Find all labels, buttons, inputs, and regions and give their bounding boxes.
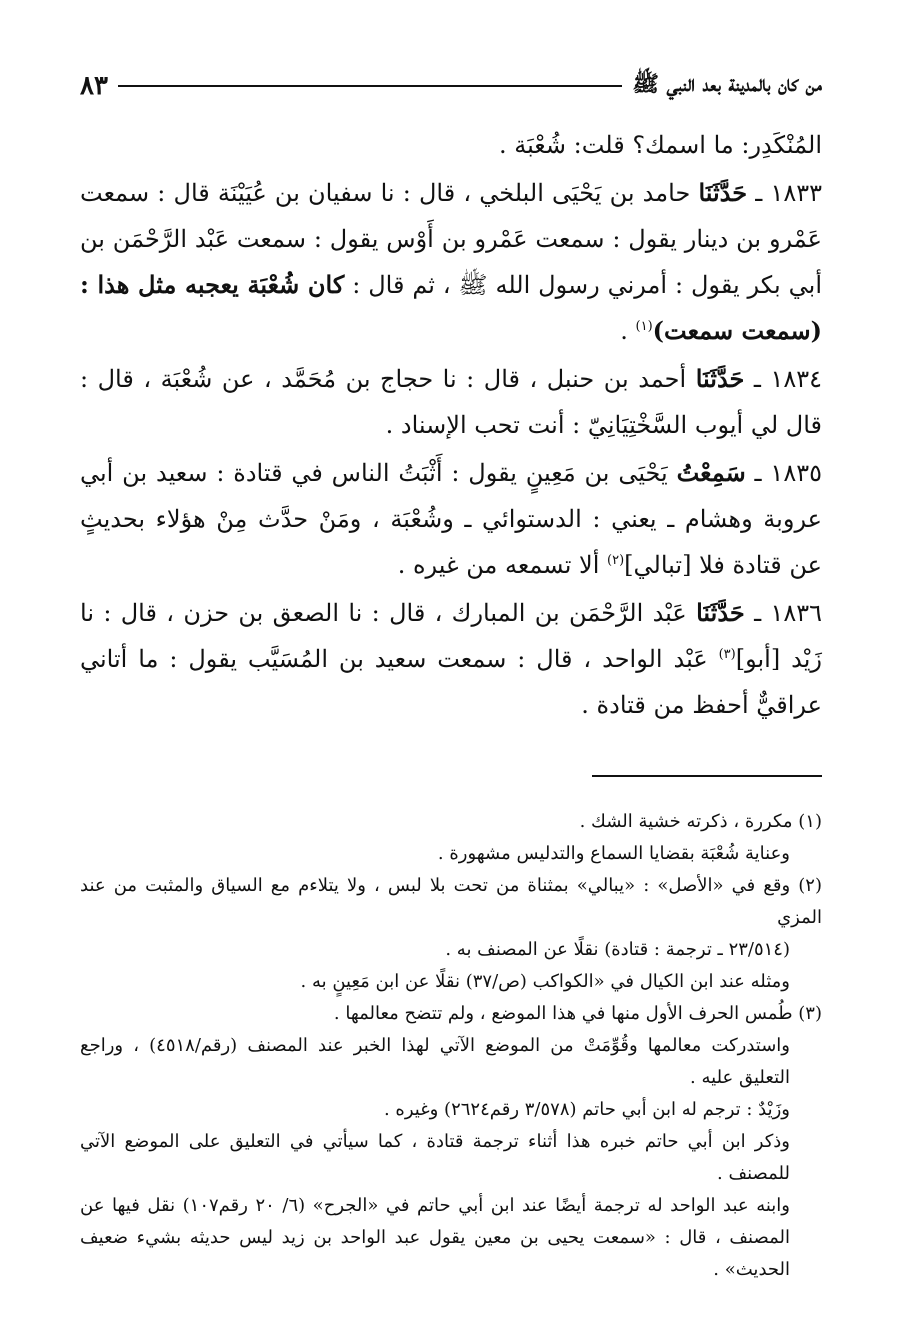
footnote-3-line-2: واستدركت معالمها وقُوِّمَتْ من الموضع الآتي لهذا الخبر عند المصنف (رقم/٤٥١٨) ، وراجع التعليق عليه . (80, 1035, 790, 1088)
footnote-marker: (٢) (607, 553, 625, 568)
hadith-number: ١٨٣٥ (770, 459, 822, 487)
page-number: ٨٣ (80, 71, 108, 101)
hadith-end: . (620, 317, 628, 345)
hadith-lead-word: سَمِعْتُ (676, 458, 746, 487)
footnote-2-line-2: (٢٣/٥١٤ ـ ترجمة : قتادة) نقلًا عن المصنف به . (445, 939, 790, 960)
hadith-text: أحمد بن حنبل ، قال : نا حجاج بن مُحَمَّد ، عن شُعْبَة ، قال : قال لي أيوب السَّخْتِيَانِيّ : أنت تحب الإسناد . (80, 365, 822, 439)
hadith-1835: ١٨٣٥ ـ سَمِعْتُ يَحْيَى بن مَعِينٍ يقول : أَثْبَتُ الناس في قتادة : سعيد بن أبي عروبة وهشام ـ يعني : الدستوائي ـ وشُعْبَة ، ومَنْ حدَّث مِنْ هؤلاء بحديثٍ عن قتادة فلا [تبالي]$^{(٢)}$ ألا تسمعه من غيره . (80, 458, 822, 579)
footnote-3: (٣) طُمس الحرف الأول منها في هذا الموضع ، ولم تتضح معالمها . (333, 1003, 822, 1024)
header-rule (118, 85, 622, 87)
footnote-2: (٢) وقع في «الأصل» : «يبالي» بمثناة من تحت بلا لبس ، ولا يتلاءم مع السياق والمثبت من عند المزي (80, 875, 822, 928)
footnote-1-continued: وعناية شُعْبَة بقضايا السماع والتدليس مشهورة . (437, 843, 790, 864)
footnote-3-line-5: وابنه عبد الواحد له ترجمة أيضًا عند ابن أبي حاتم في «الجرح» (٦/ ٢٠ رقم١٠٧) نقل فيها عن المصنف ، قال : «سمعت يحيى بن معين يقول عبد الواحد بن زيد ليس حديثه بشيء ضعيف الحديث» . (80, 1195, 790, 1280)
hadith-lead-word: حَدَّثَنَا (695, 364, 745, 393)
main-text (80, 122, 822, 730)
footnote-3-line-3: وزَيْدٌ : ترجم له ابن أبي حاتم (٣/٥٧٨ رقم٢٦٢٤) وغيره . (383, 1099, 790, 1120)
hadith-bold-text: كان شُعْبَة يعجبه مثل هذا : (سمعت سمعت) (80, 270, 822, 345)
hadith-text: عَبْد الرَّحْمَن بن المبارك ، قال : نا الصعق بن حزن ، قال : نا زَيْد [أبو] (80, 599, 822, 673)
hadith-text: يَحْيَى بن مَعِينٍ يقول : أَثْبَتُ الناس في قتادة : سعيد بن أبي عروبة وهشام ـ يعني : الدستوائي ـ وشُعْبَة ، ومَنْ حدَّث مِنْ هؤلاء بحديثٍ عن قتادة فلا [تبالي] (80, 459, 822, 579)
hadith-number: ١٨٣٤ (770, 365, 822, 393)
hadith-1834: ١٨٣٤ ـ حَدَّثَنَا أحمد بن حنبل ، قال : نا حجاج بن مُحَمَّد ، عن شُعْبَة ، قال : قال لي أيوب السَّخْتِيَانِيّ : أنت تحب الإسناد . (80, 364, 822, 439)
hadith-text-continued: ألا تسمعه من غيره . (397, 551, 600, 579)
hadith-text-continued: عَبْد الواحد ، قال : سمعت سعيد بن المُسَيَّب يقول : ما أتاني عراقيٌّ أحفظ من قتادة . (80, 645, 822, 719)
footnote-marker: (٣) (718, 647, 736, 662)
hadith-1833: ١٨٣٣ ـ حَدَّثَنَا حامد بن يَحْيَى البلخي ، قال : نا سفيان بن عُيَيْنَة قال : سمعت عَمْرو بن دينار يقول : سمعت عَمْرو بن أَوْس يقول : سمعت عَبْد الرَّحْمَن بن أبي بكر يقول : أمرني رسول الله ﷺ ، ثم قال : كان شُعْبَة يعجبه مثل هذا : (سمعت سمعت)$^{(١)}$ . (80, 178, 822, 345)
continuation-text: المُنْكَدِر: ما اسمك؟ قلت: شُعْبَة . (498, 131, 822, 159)
footnote-3-line-4: وذكر ابن أبي حاتم خبره هذا أثناء ترجمة قتادة ، كما سيأتي في التعليق على الموضع الآتي للمصنف . (80, 1131, 790, 1184)
hadith-lead-word: حَدَّثَنَا (696, 598, 745, 627)
hadith-lead-word: حَدَّثَنَا (698, 178, 748, 207)
paragraph-continuation (80, 122, 822, 168)
footnote-2-line-3: ومثله عند ابن الكيال في «الكواكب (ص/٣٧) نقلًا عن ابن مَعِينٍ به . (300, 971, 790, 992)
hadith-number: ١٨٣٦ (770, 599, 822, 627)
footnote-separator (592, 775, 822, 777)
hadith-text: حامد بن يَحْيَى البلخي ، قال : نا سفيان بن عُيَيْنَة قال : سمعت عَمْرو بن دينار يقول : سمعت عَمْرو بن أَوْس يقول : سمعت عَبْد الرَّحْمَن بن أبي بكر يقول : أمرني رسول الله ﷺ ، ثم قال : (80, 179, 822, 299)
hadith-1836: ١٨٣٦ ـ حَدَّثَنَا عَبْد الرَّحْمَن بن المبارك ، قال : نا الصعق بن حزن ، قال : نا زَيْد [أبو]$^{(٣)}$ عَبْد الواحد ، قال : سمعت سعيد بن المُسَيَّب يقول : ما أتاني عراقيٌّ أحفظ من قتادة . (80, 598, 822, 719)
footnote-1: (١) مكررة ، ذكرته خشية الشك . (579, 811, 822, 832)
footnotes (80, 806, 822, 1286)
footnote-marker: (١) (635, 319, 653, 334)
running-head (80, 66, 822, 106)
hadith-number: ١٨٣٣ (770, 179, 822, 207)
running-title: من كان بالمدينة بعد النبي ﷺ (632, 71, 822, 97)
